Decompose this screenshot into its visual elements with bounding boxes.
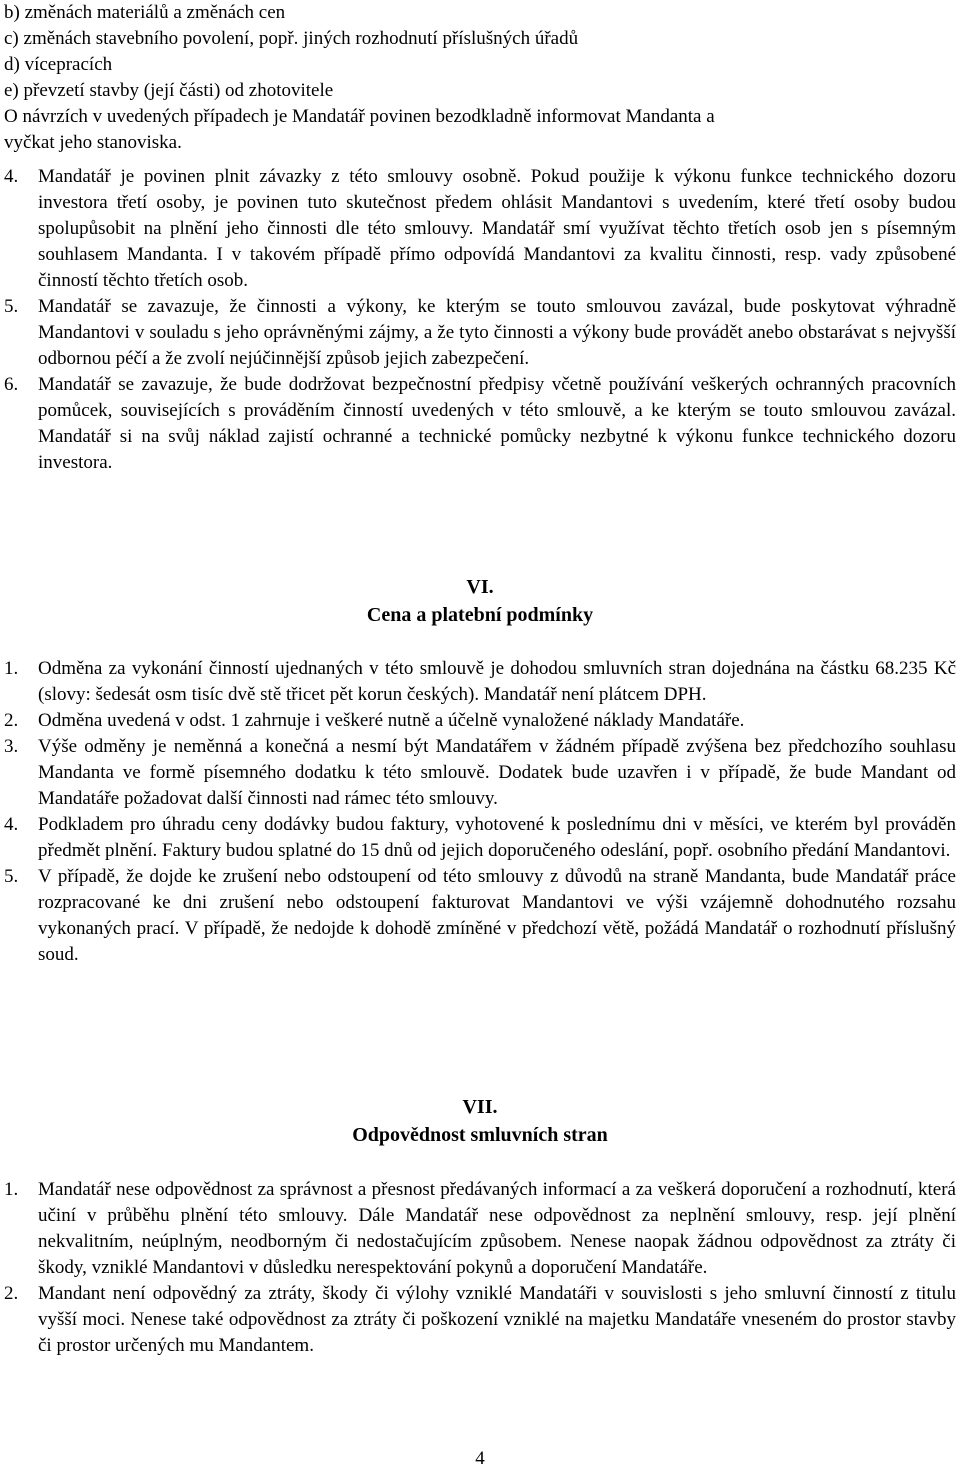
clause-number: 5.: [4, 296, 19, 317]
numbered-clause: [4, 708, 956, 734]
list-item: e) převzetí stavby (její části) od zhotovitele: [4, 80, 334, 101]
section-vii-items: [4, 1177, 956, 1359]
numbered-clause: [4, 372, 956, 476]
section-vi-items: [4, 656, 956, 968]
clause-text: Podkladem pro úhradu ceny dodávky budou faktury, vyhotovené k poslednímu dni v měsíci, ve kterém byl prováděn předmět plnění. Faktury budou splatné do 15 dnů od jejich doporučeného odeslání, popř. osobního předání Mandantovi.: [38, 814, 956, 861]
clause-text: Výše odměny je neměnná a konečná a nesmí být Mandatářem v žádném případě zvýšena bez předchozího souhlasu Mandanta ve formě písemného dodatku k této smlouvě. Dodatek bude uzavřen i v případě, že bude Mandant od Mandatáře požadovat další činnosti nad rámec této smlouvy.: [38, 736, 956, 809]
clause-number: 1.: [4, 1179, 19, 1200]
list-item: b) změnách materiálů a změnách cen: [4, 2, 286, 23]
paragraph-line: O návrzích v uvedených případech je Mandatář povinen bezodkladně informovat Mandanta a: [4, 106, 715, 127]
section-title: Cena a platební podmínky: [366, 604, 594, 626]
section-number: VII.: [462, 1096, 498, 1118]
numbered-clause: [4, 294, 956, 372]
list-item: c) změnách stavebního povolení, popř. jiných rozhodnutí příslušných úřadů: [4, 28, 579, 49]
clause-number: 2.: [4, 710, 19, 731]
numbered-clause: [4, 1177, 956, 1281]
clause-number: 1.: [4, 658, 19, 679]
numbered-clause: [4, 1281, 956, 1359]
clause-text: Mandant není odpovědný za ztráty, škody či výlohy vzniklé Mandatáři v souvislosti s jeho smluvní činností z titulu vyšší moci. Nenese také odpovědnost za ztráty či poškození vzniklé na majetku Mandatáře vneseném do prostor stavby či prostor určených mu Mandantem.: [38, 1283, 956, 1356]
numbered-clause: [4, 164, 956, 294]
section-v-items: [4, 164, 956, 476]
clause-number: 5.: [4, 866, 19, 887]
clause-text: Mandatář nese odpovědnost za správnost a přesnost předávaných informací a za veškerá doporučení a rozhodnutí, která učiní v průběhu plnění této smlouvy. Dále Mandatář nese odpovědnost za neplnění smlouvy, resp. její plnění nekvalitním, neúplným, neodborným či nedostačujícím způsobem. Nenese naopak žádnou odpovědnost za ztráty či škody, vzniklé Mandantovi v důsledku nerespektování pokynů a doporučení Mandatáře.: [38, 1179, 956, 1278]
clause-number: 6.: [4, 374, 19, 395]
clause-text: Odměna za vykonání činností ujednaných v této smlouvě je dohodou smluvních stran dojednána na částku 68.235 Kč (slovy: šedesát osm tisíc dvě stě třicet pět korun českých). Mandatář není plátcem DPH.: [38, 658, 956, 705]
clause-number: 4.: [4, 814, 19, 835]
clause-text: Odměna uvedená v odst. 1 zahrnuje i veškeré nutně a účelně vynaložené náklady Mandatáře.: [38, 710, 745, 731]
section-title: Odpovědnost smluvních stran: [352, 1124, 608, 1146]
clause-text: Mandatář se zavazuje, že bude dodržovat bezpečnostní předpisy včetně používání veškerých ochranných pracovních pomůcek, souvisejících s prováděním činností uvedených v této smlouvě, a ke kterým se touto smlouvou zavázal. Mandatář si na svůj náklad zajistí ochranné a technické pomůcky nezbytné k výkonu funkce technického dozoru investora.: [38, 374, 956, 473]
clause-text: V případě, že dojde ke zrušení nebo odstoupení od této smlouvy z důvodů na straně Mandanta, bude Mandatář práce rozpracované ke dni zrušení nebo odstoupení fakturovat Mandantovi ve výši vzájemně dohodnutého rozsahu vykonaných prací. V případě, že nedojde k dohodě zmíněné v předchozí větě, požádá Mandatář o rozhodnutí příslušný soud.: [38, 866, 956, 965]
numbered-clause: [4, 864, 956, 968]
clause-number: 4.: [4, 166, 19, 187]
clause-number: 3.: [4, 736, 19, 757]
paragraph-line: vyčkat jeho stanoviska.: [4, 132, 182, 153]
continuation-list: [4, 0, 956, 156]
numbered-clause: [4, 656, 956, 708]
page-number: 4: [475, 1448, 485, 1469]
section-heading: [4, 1093, 956, 1149]
clause-number: 2.: [4, 1283, 19, 1304]
list-item: d) vícepracích: [4, 54, 113, 75]
numbered-clause: [4, 734, 956, 812]
numbered-clause: [4, 812, 956, 864]
clause-text: Mandatář je povinen plnit závazky z této smlouvy osobně. Pokud použije k výkonu funkce technického dozoru investora třetí osoby, je povinen tuto skutečnost předem ohlásit Mandantovi s uvedením, které třetí osoby budou spolupůsobit na plnění jeho činnosti dle této smlouvy. Mandatář smí využívat těchto třetích osob jen s písemným souhlasem Mandanta. I v takovém případě přímo odpovídá Mandantovi za kvalitu činnosti, resp. vady způsobené činností těchto třetích osob.: [38, 166, 956, 291]
clause-text: Mandatář se zavazuje, že činnosti a výkony, ke kterým se touto smlouvou zavázal, bude poskytovat výhradně Mandantovi v souladu s jeho oprávněnými zájmy, a že tyto činnosti a výkony bude provádět anebo obstarávat s nejvyšší odbornou péčí a že zvolí nejúčinnější způsob jejich zabezpečení.: [38, 296, 956, 369]
section-number: VI.: [466, 576, 494, 598]
section-heading: [4, 573, 956, 629]
